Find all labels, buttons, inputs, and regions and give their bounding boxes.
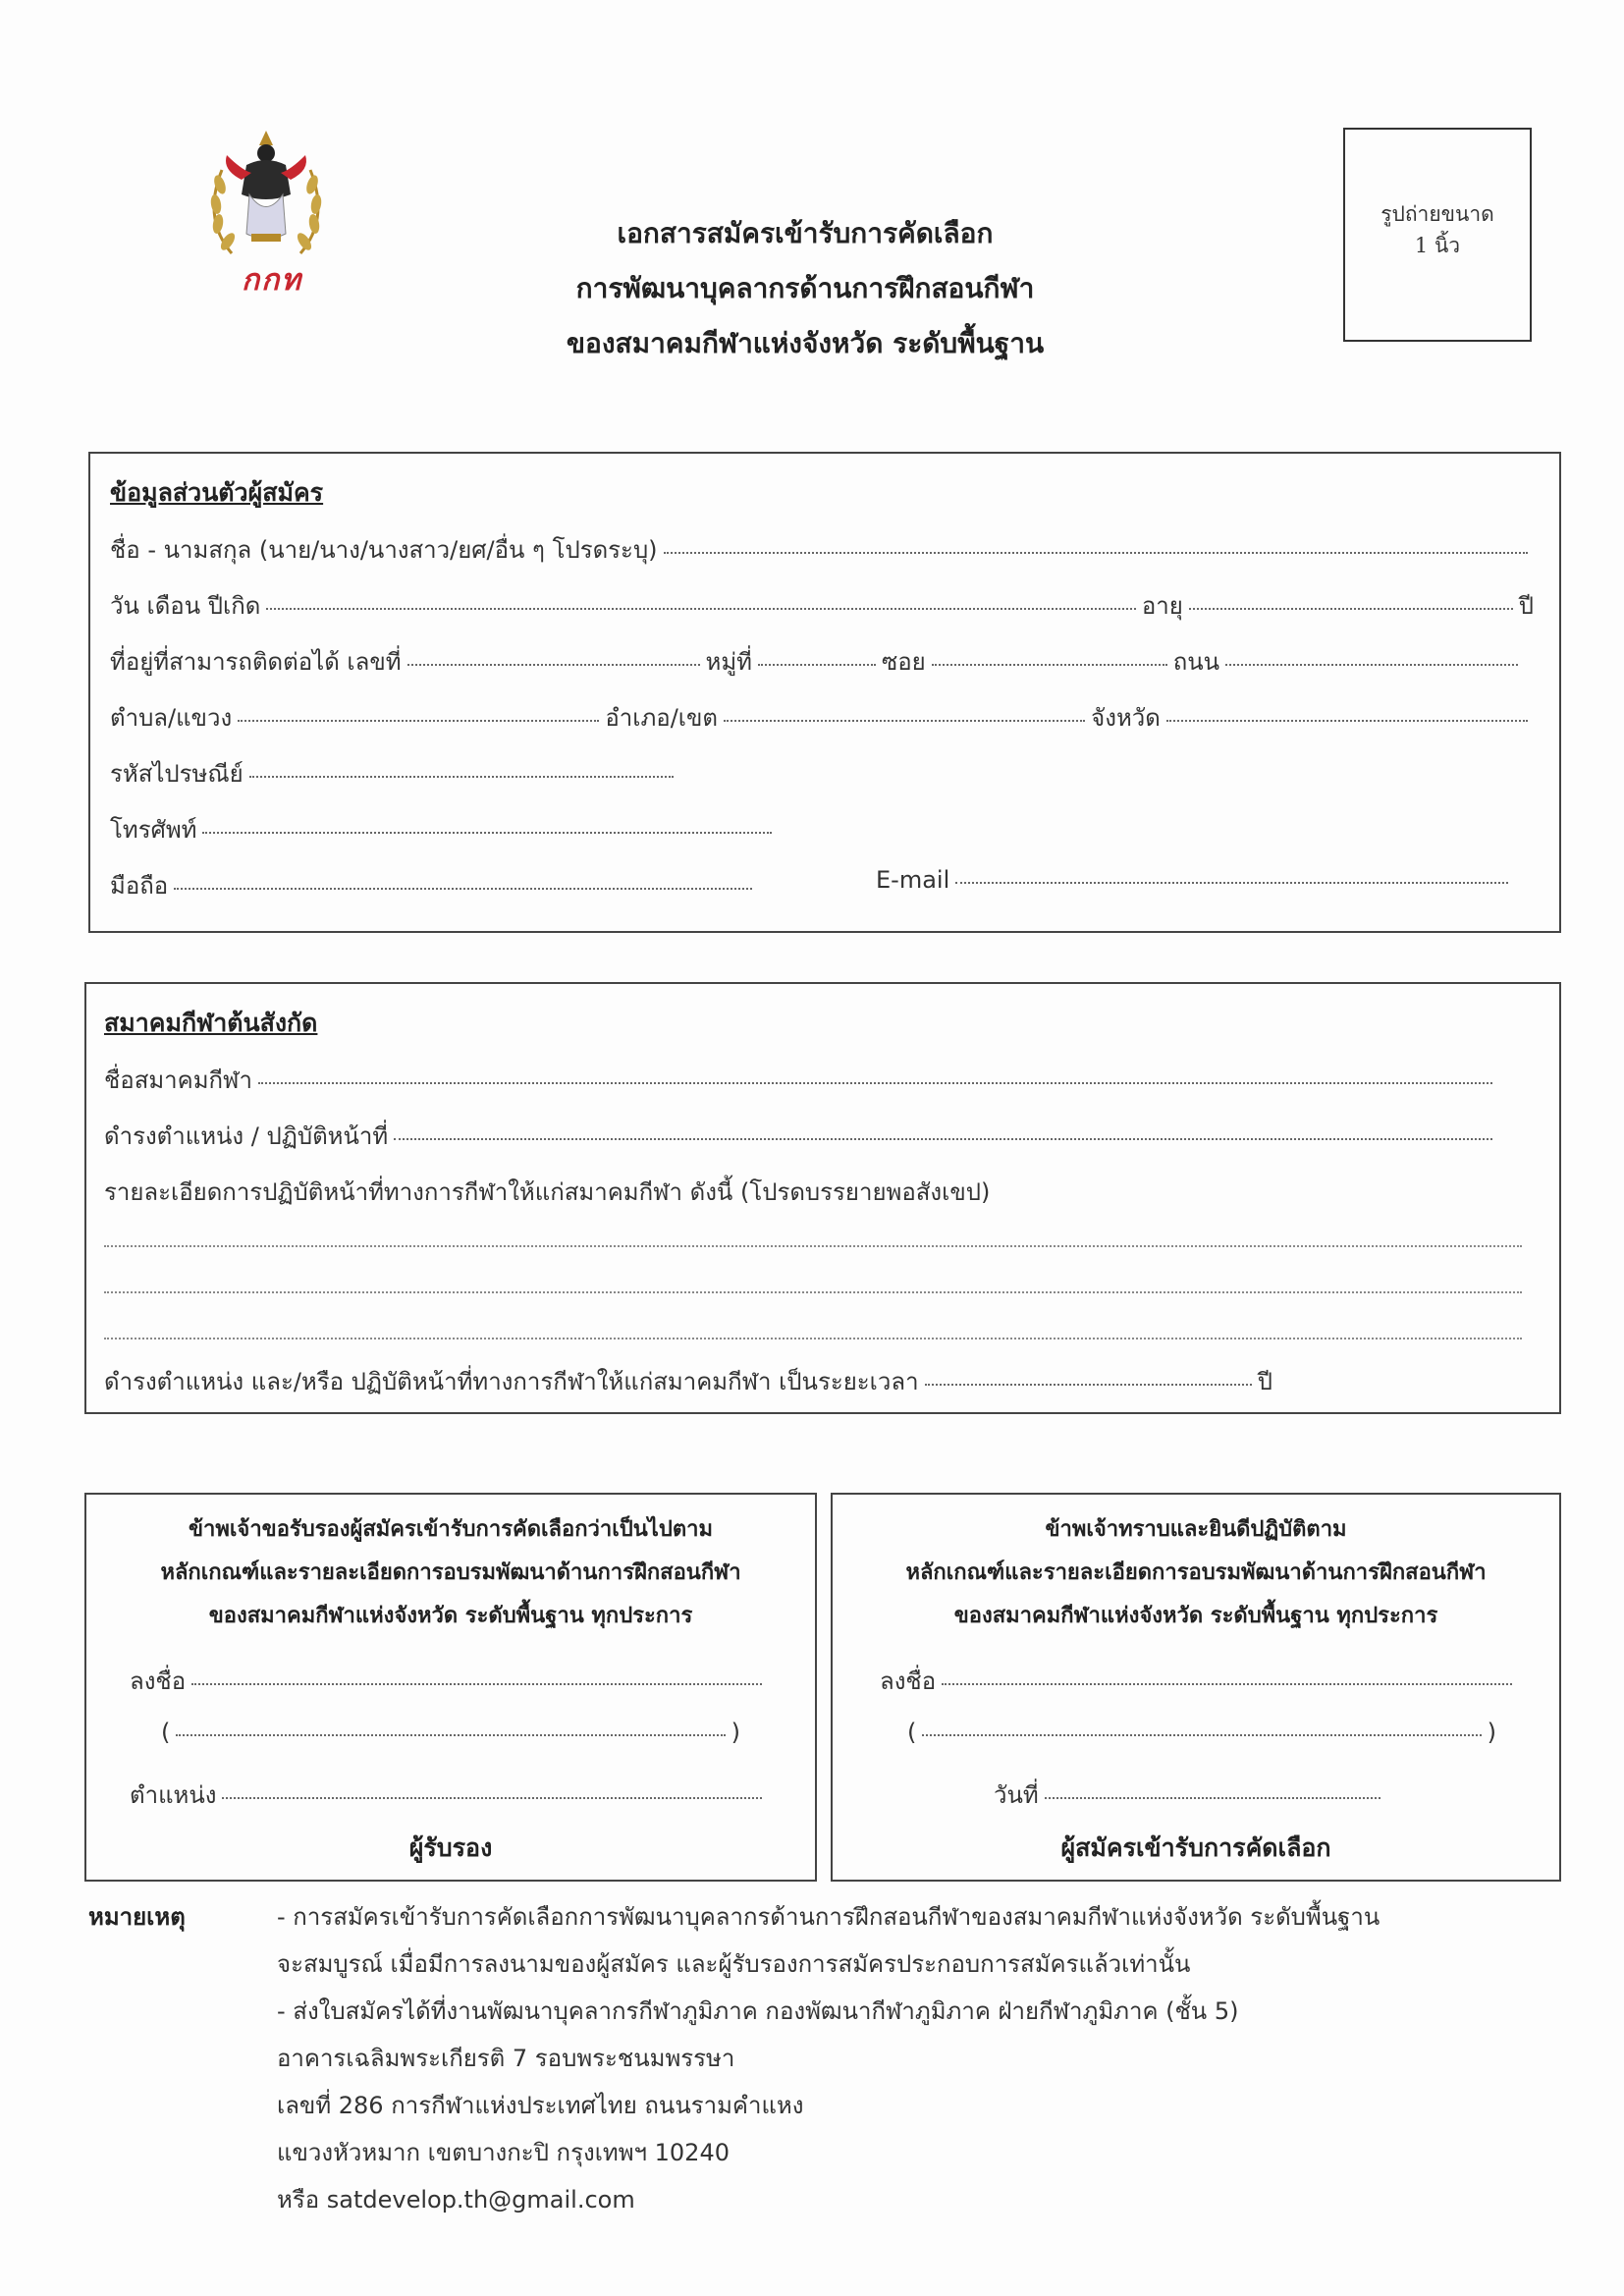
applicant-paren-open: (: [907, 1719, 917, 1746]
mobile-label: มือถือ: [110, 872, 169, 900]
details-line-1[interactable]: [104, 1245, 1522, 1247]
district-label: อำเภอ/เขต: [605, 704, 718, 732]
applicant-name-field[interactable]: [922, 1734, 1481, 1736]
applicant-paren-close: ): [1487, 1719, 1496, 1746]
certifier-footer: ผู้รับรอง: [408, 1833, 493, 1862]
association-heading: สมาคมกีฬาต้นสังกัด: [104, 1009, 318, 1037]
applicant-sign-row: [880, 1662, 1518, 1700]
photo-size: 1 นิ้ว: [1414, 234, 1461, 257]
age-label: อายุ: [1141, 592, 1183, 620]
note-line-7[interactable]: หรือ satdevelop.th@gmail.com: [277, 2186, 635, 2214]
district-field[interactable]: [724, 720, 1085, 722]
photo-label: รูปถ่ายขนาด: [1380, 202, 1494, 226]
association-position-label: ดำรงตำแหน่ง / ปฏิบัติหน้าที่: [104, 1122, 389, 1150]
applicant-date-label: วันที่: [994, 1781, 1039, 1809]
association-year-label: ปี: [1257, 1368, 1272, 1395]
document-title: [432, 206, 1178, 371]
note-line-1: - การสมัครเข้ารับการคัดเลือกการพัฒนาบุคลากรด้านการฝึกสอนกีฬาของสมาคมกีฬาแห่งจังหวัด ระดับพื้นฐาน: [277, 1903, 1380, 1931]
road-label: ถนน: [1172, 648, 1220, 676]
association-position-row: [104, 1117, 1498, 1155]
personal-info-section: [88, 452, 1561, 933]
certifier-name-row: [161, 1719, 740, 1746]
subdistrict-row: [110, 698, 1534, 737]
association-duration-label: ดำรงตำแหน่ง และ/หรือ ปฏิบัติหน้าที่ทางการกีฬาให้แก่สมาคมกีฬา เป็นระยะเวลา: [104, 1368, 919, 1395]
road-field[interactable]: [1225, 664, 1518, 666]
note-line-3: - ส่งใบสมัครได้ที่งานพัฒนาบุคลากรกีฬาภูมิภาค กองพัฒนากีฬาภูมิภาค ฝ่ายกีฬาภูมิภาค (ชั้น 5): [277, 1997, 1239, 2025]
house-number-field[interactable]: [407, 664, 700, 666]
address-label: ที่อยู่ที่สามารถติดต่อได้ เลขที่: [110, 648, 402, 676]
title-line-3: ของสมาคมกีฬาแห่งจังหวัด ระดับพื้นฐาน: [566, 327, 1045, 359]
notes-label: หมายเหตุ: [88, 1903, 186, 1931]
association-details-label: รายละเอียดการปฏิบัติหน้าที่ทางการกีฬาให้แก่สมาคมกีฬา ดังนี้ (โปรดบรรยายพอสังเขป): [104, 1178, 991, 1206]
note-line-2: จะสมบูรณ์ เมื่อมีการลงนามของผู้สมัคร และผู้รับรองการสมัครประกอบการสมัครแล้วเท่านั้น: [277, 1950, 1191, 1978]
applicant-statement: [833, 1508, 1559, 1638]
certifier-name-field[interactable]: [176, 1734, 725, 1736]
certifier-statement-line-1: ข้าพเจ้าขอรับรองผู้สมัครเข้ารับการคัดเลือกว่าเป็นไปตาม: [189, 1517, 713, 1542]
certifier-sign-label: ลงชื่อ: [130, 1667, 187, 1695]
personal-info-heading: ข้อมูลส่วนตัวผู้สมัคร: [110, 478, 324, 507]
name-field[interactable]: [664, 552, 1528, 554]
email-row: [876, 866, 1514, 894]
certifier-statement-line-3: ของสมาคมกีฬาแห่งจังหวัด ระดับพื้นฐาน ทุกประการ: [208, 1604, 693, 1628]
email-label: E-mail: [876, 866, 950, 894]
postal-label: รหัสไปรษณีย์: [110, 760, 244, 788]
mobile-row: [110, 866, 758, 904]
phone-row: [110, 810, 778, 848]
certifier-box: [84, 1493, 817, 1882]
association-section: [84, 982, 1561, 1414]
dob-row: [110, 586, 1534, 625]
moo-label: หมู่ที่: [705, 648, 752, 676]
note-line-5: เลขที่ 286 การกีฬาแห่งประเทศไทย ถนนรามคำแหง: [277, 2092, 804, 2119]
applicant-statement-line-3: ของสมาคมกีฬาแห่งจังหวัด ระดับพื้นฐาน ทุกประการ: [953, 1604, 1438, 1628]
name-row: [110, 530, 1534, 569]
applicant-name-row: [907, 1719, 1496, 1746]
certifier-statement: [86, 1508, 815, 1638]
photo-placeholder[interactable]: [1343, 128, 1532, 342]
email-field[interactable]: [955, 882, 1508, 884]
certifier-paren-close: ): [731, 1719, 740, 1746]
dob-field[interactable]: [266, 608, 1136, 610]
note-line-4: อาคารเฉลิมพระเกียรติ 7 รอบพระชนมพรรษา: [277, 2045, 735, 2072]
mobile-field[interactable]: [174, 888, 752, 890]
certifier-position-row: [130, 1776, 768, 1814]
applicant-date-row: [994, 1776, 1386, 1814]
age-field[interactable]: [1189, 608, 1513, 610]
dob-label: วัน เดือน ปีเกิด: [110, 592, 261, 620]
certifier-paren-open: (: [161, 1719, 171, 1746]
certifier-position-field[interactable]: [222, 1797, 762, 1799]
note-line-6: แขวงหัวหมาก เขตบางกะปิ กรุงเทพฯ 10240: [277, 2139, 730, 2166]
association-duration-field[interactable]: [925, 1384, 1252, 1386]
association-name-row: [104, 1061, 1498, 1099]
address-row: [110, 642, 1524, 681]
association-details-row: [104, 1173, 990, 1211]
year-label: ปี: [1518, 592, 1534, 620]
applicant-footer: ผู้สมัครเข้ารับการคัดเลือก: [1060, 1833, 1331, 1862]
association-name-field[interactable]: [258, 1082, 1492, 1084]
applicant-signature-field[interactable]: [942, 1683, 1512, 1685]
phone-label: โทรศัพท์: [110, 816, 197, 844]
association-name-label: ชื่อสมาคมกีฬา: [104, 1066, 252, 1094]
phone-field[interactable]: [202, 832, 772, 834]
subdistrict-label: ตำบล/แขวง: [110, 704, 233, 732]
certifier-statement-line-2: หลักเกณฑ์และรายละเอียดการอบรมพัฒนาด้านการฝึกสอนกีฬา: [160, 1560, 741, 1585]
postal-field[interactable]: [249, 776, 674, 778]
moo-field[interactable]: [758, 664, 876, 666]
applicant-statement-line-2: หลักเกณฑ์และรายละเอียดการอบรมพัฒนาด้านการฝึกสอนกีฬา: [905, 1560, 1487, 1585]
subdistrict-field[interactable]: [238, 720, 599, 722]
postal-row: [110, 754, 679, 793]
applicant-sign-label: ลงชื่อ: [880, 1667, 937, 1695]
applicant-box: [831, 1493, 1561, 1882]
details-line-2[interactable]: [104, 1291, 1522, 1293]
province-label: จังหวัด: [1091, 704, 1161, 732]
certifier-signature-field[interactable]: [191, 1683, 762, 1685]
name-label: ชื่อ - นามสกุล (นาย/นาง/นางสาว/ยศ/อื่น ๆ โปรดระบุ): [110, 536, 658, 564]
emblem-text: กกท: [241, 263, 303, 298]
emblem-icon: [192, 126, 340, 273]
soi-label: ซอย: [881, 648, 926, 676]
applicant-date-field[interactable]: [1045, 1797, 1380, 1799]
details-line-3[interactable]: [104, 1338, 1522, 1339]
applicant-statement-line-1: ข้าพเจ้าทราบและยินดีปฏิบัติตาม: [1045, 1517, 1347, 1542]
association-duration-row: [104, 1362, 1272, 1400]
soi-field[interactable]: [932, 664, 1167, 666]
title-line-2: การพัฒนาบุคลากรด้านการฝึกสอนกีฬา: [575, 272, 1035, 304]
certifier-position-label: ตำแหน่ง: [130, 1781, 217, 1809]
province-field[interactable]: [1166, 720, 1528, 722]
certifier-sign-row: [130, 1662, 768, 1700]
association-position-field[interactable]: [394, 1138, 1492, 1140]
title-line-1: เอกสารสมัครเข้ารับการคัดเลือก: [617, 217, 994, 249]
